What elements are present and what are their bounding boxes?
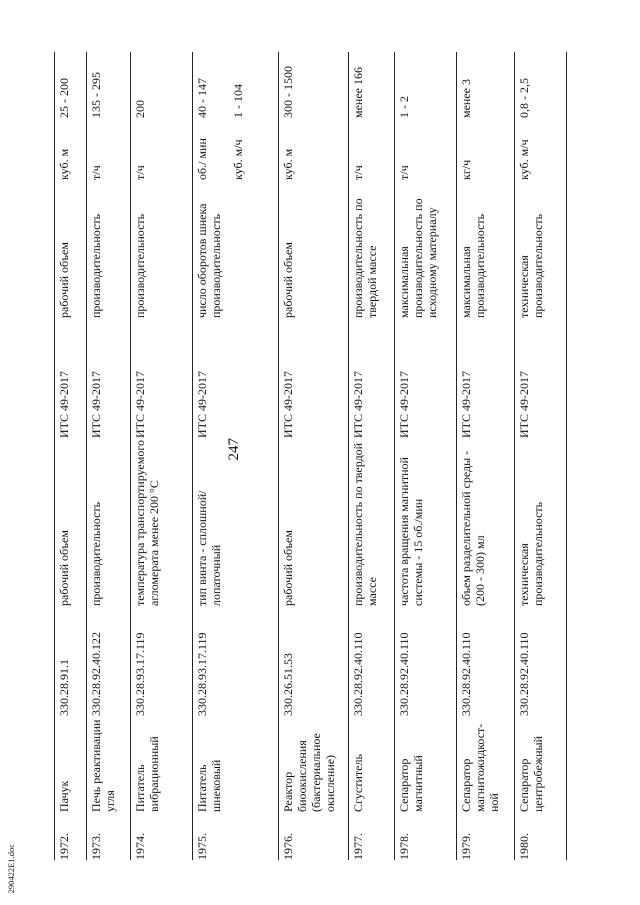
value-cell xyxy=(459,52,511,118)
char-text: производительность xyxy=(133,213,147,318)
param-cell xyxy=(281,438,345,606)
param-cell xyxy=(89,438,127,606)
param-cell xyxy=(133,438,189,606)
code-cell xyxy=(89,606,127,716)
num-text: 1974. xyxy=(133,833,147,860)
unit-text-2: куб. м/ч xyxy=(231,139,245,180)
unit-cell xyxy=(195,118,275,180)
unit-cell xyxy=(57,118,83,180)
char-text: число оборотов шнека xyxy=(195,203,209,318)
code-cell xyxy=(397,606,453,716)
code-cell xyxy=(195,606,275,716)
its-text: ИТС 49-2017 xyxy=(57,371,71,438)
value-text: 200 xyxy=(133,100,147,118)
param-cell xyxy=(397,438,453,606)
char-text: техническая производительность xyxy=(517,213,545,318)
its-cell xyxy=(89,318,127,438)
value-cell xyxy=(195,52,275,118)
its-text: ИТС 49-2017 xyxy=(517,371,531,438)
name-cell xyxy=(351,716,391,812)
code-text: 330.28.92.40.110 xyxy=(517,632,531,716)
its-cell xyxy=(195,318,275,438)
param-text: производительность xyxy=(89,501,103,606)
name-cell xyxy=(89,716,127,812)
value-cell xyxy=(281,52,345,118)
param-cell xyxy=(195,438,275,606)
unit-text: куб. м xyxy=(57,148,71,180)
row-separator xyxy=(566,52,567,860)
value-text: 0,8 - 2,5 xyxy=(517,78,531,118)
code-cell xyxy=(57,606,83,716)
its-cell xyxy=(133,318,189,438)
unit-cell xyxy=(517,118,563,180)
value-text: менее 166 xyxy=(351,67,365,118)
num-cell xyxy=(195,812,275,860)
param-text: техническая производительность xyxy=(517,501,545,606)
code-text: 330.28.92.40.110 xyxy=(351,632,365,716)
num-cell xyxy=(351,812,391,860)
name-text: Печь реактивации угля xyxy=(89,719,117,812)
num-cell xyxy=(397,812,453,860)
code-text: 330.26.51.53 xyxy=(281,653,295,716)
unit-cell xyxy=(459,118,511,180)
char-text: рабочий объем xyxy=(57,242,71,318)
its-cell xyxy=(281,318,345,438)
param-text: рабочий объем xyxy=(57,530,71,606)
param-cell xyxy=(459,438,511,606)
name-cell xyxy=(281,716,345,812)
unit-text: куб. м xyxy=(281,148,295,180)
unit-cell xyxy=(281,118,345,180)
code-text: 330.28.93.17.119 xyxy=(195,632,209,716)
row-separator xyxy=(514,52,515,860)
param-text: частота вращения магнитной системы - 15 об./мин xyxy=(397,457,425,606)
char-text: производительность по твердой массе xyxy=(351,198,379,318)
code-cell xyxy=(459,606,511,716)
char-text: производительность xyxy=(89,213,103,318)
param-cell xyxy=(57,438,83,606)
char-cell xyxy=(133,180,189,318)
value-text: 40 - 147 xyxy=(195,78,209,118)
code-text: 330.28.93.17.119 xyxy=(133,632,147,716)
num-cell xyxy=(57,812,83,860)
num-text: 1973. xyxy=(89,833,103,860)
char-cell xyxy=(57,180,83,318)
char-text: рабочий объем xyxy=(281,242,295,318)
name-text: Пачук xyxy=(57,780,71,812)
value-text: 300 - 1500 xyxy=(281,66,295,118)
value-cell xyxy=(57,52,83,118)
param-text: производительность по твердой массе xyxy=(351,442,379,606)
unit-text: т/ч xyxy=(133,165,147,180)
row-separator xyxy=(456,52,457,860)
its-cell xyxy=(397,318,453,438)
its-text: ИТС 49-2017 xyxy=(397,371,411,438)
char-cell xyxy=(517,180,563,318)
code-cell xyxy=(133,606,189,716)
num-cell xyxy=(133,812,189,860)
char-text: максимальная производительность по исходному материалу xyxy=(397,198,439,318)
param-text: тип винта - сплошной/лопаточный xyxy=(195,490,223,606)
name-cell xyxy=(57,716,83,812)
unit-text: об./ мин xyxy=(195,138,209,180)
num-text: 1978. xyxy=(397,833,411,860)
unit-text: т/ч xyxy=(89,165,103,180)
name-text: Сгуститель xyxy=(351,754,365,812)
value-text-2: 1 - 104 xyxy=(231,84,245,118)
code-text: 330.28.91.1 xyxy=(57,659,71,716)
value-cell xyxy=(351,52,391,118)
char-text-2: производительность xyxy=(209,213,223,318)
num-text: 1976. xyxy=(281,833,295,860)
its-cell xyxy=(517,318,563,438)
unit-cell xyxy=(89,118,127,180)
char-cell xyxy=(89,180,127,318)
param-text: рабочий объем xyxy=(281,530,295,606)
row-separator xyxy=(348,52,349,860)
its-cell xyxy=(459,318,511,438)
char-cell xyxy=(195,180,275,318)
char-cell xyxy=(397,180,453,318)
param-text: температура транспортируемого агломерата менее 200 °C xyxy=(133,440,161,606)
row-separator xyxy=(192,52,193,860)
code-text: 330.28.92.40.110 xyxy=(459,632,473,716)
value-text: 135 - 295 xyxy=(89,72,103,118)
row-separator xyxy=(54,52,55,860)
num-cell xyxy=(517,812,563,860)
name-cell xyxy=(195,716,275,812)
name-cell xyxy=(459,716,511,812)
name-text: Питатель вибрационный xyxy=(133,736,161,812)
num-text: 1972. xyxy=(57,833,71,860)
its-cell xyxy=(57,318,83,438)
num-cell xyxy=(459,812,511,860)
char-cell xyxy=(281,180,345,318)
value-cell xyxy=(397,52,453,118)
unit-text: т/ч xyxy=(397,165,411,180)
row-separator xyxy=(86,52,87,860)
param-text: объем разделительной среды - (200 - 300) мл xyxy=(459,450,487,606)
char-text: максимальная производительность xyxy=(459,213,487,318)
value-cell xyxy=(133,52,189,118)
unit-text: кг/ч xyxy=(459,159,473,180)
param-cell xyxy=(351,438,391,606)
name-text: Питатель шнековый xyxy=(195,759,223,812)
name-text: Сепаратор центробежный xyxy=(517,735,545,812)
num-cell xyxy=(89,812,127,860)
unit-text: куб. м/ч xyxy=(517,139,531,180)
unit-cell xyxy=(133,118,189,180)
unit-cell xyxy=(351,118,391,180)
code-cell xyxy=(351,606,391,716)
name-text: Сепаратор магнитный xyxy=(397,755,425,812)
char-cell xyxy=(351,180,391,318)
num-text: 1979. xyxy=(459,833,473,860)
num-cell xyxy=(281,812,345,860)
unit-text: т/ч xyxy=(351,165,365,180)
row-separator xyxy=(130,52,131,860)
code-text: 330.28.92.40.110 xyxy=(397,632,411,716)
its-text: ИТС 49-2017 xyxy=(133,371,147,438)
name-text: Сепаратор магнитожидкост-ной xyxy=(459,723,501,812)
param-cell xyxy=(517,438,563,606)
char-cell xyxy=(459,180,511,318)
value-text: 1 - 2 xyxy=(397,96,411,118)
page-number: 247 xyxy=(226,438,242,461)
footer-filename: 290422E1.doc xyxy=(6,844,16,894)
its-text: ИТС 49-2017 xyxy=(459,371,473,438)
num-text: 1980. xyxy=(517,833,531,860)
name-cell xyxy=(133,716,189,812)
num-text: 1975. xyxy=(195,833,209,860)
name-cell xyxy=(517,716,563,812)
value-text: 25 - 200 xyxy=(57,78,71,118)
its-text: ИТС 49-2017 xyxy=(281,371,295,438)
value-cell xyxy=(517,52,563,118)
num-text: 1977. xyxy=(351,833,365,860)
its-text: ИТС 49-2017 xyxy=(89,371,103,438)
name-text: Реактор биоокисления (бактериальное окисление) xyxy=(281,733,337,812)
unit-cell xyxy=(397,118,453,180)
value-text: менее 3 xyxy=(459,79,473,118)
code-text: 330.28.92.40.122 xyxy=(89,632,103,716)
its-text: ИТС 49-2017 xyxy=(195,371,209,438)
code-cell xyxy=(517,606,563,716)
value-cell xyxy=(89,52,127,118)
name-cell xyxy=(397,716,453,812)
its-cell xyxy=(351,318,391,438)
row-separator xyxy=(278,52,279,860)
its-text: ИТС 49-2017 xyxy=(351,371,365,438)
row-separator xyxy=(394,52,395,860)
code-cell xyxy=(281,606,345,716)
